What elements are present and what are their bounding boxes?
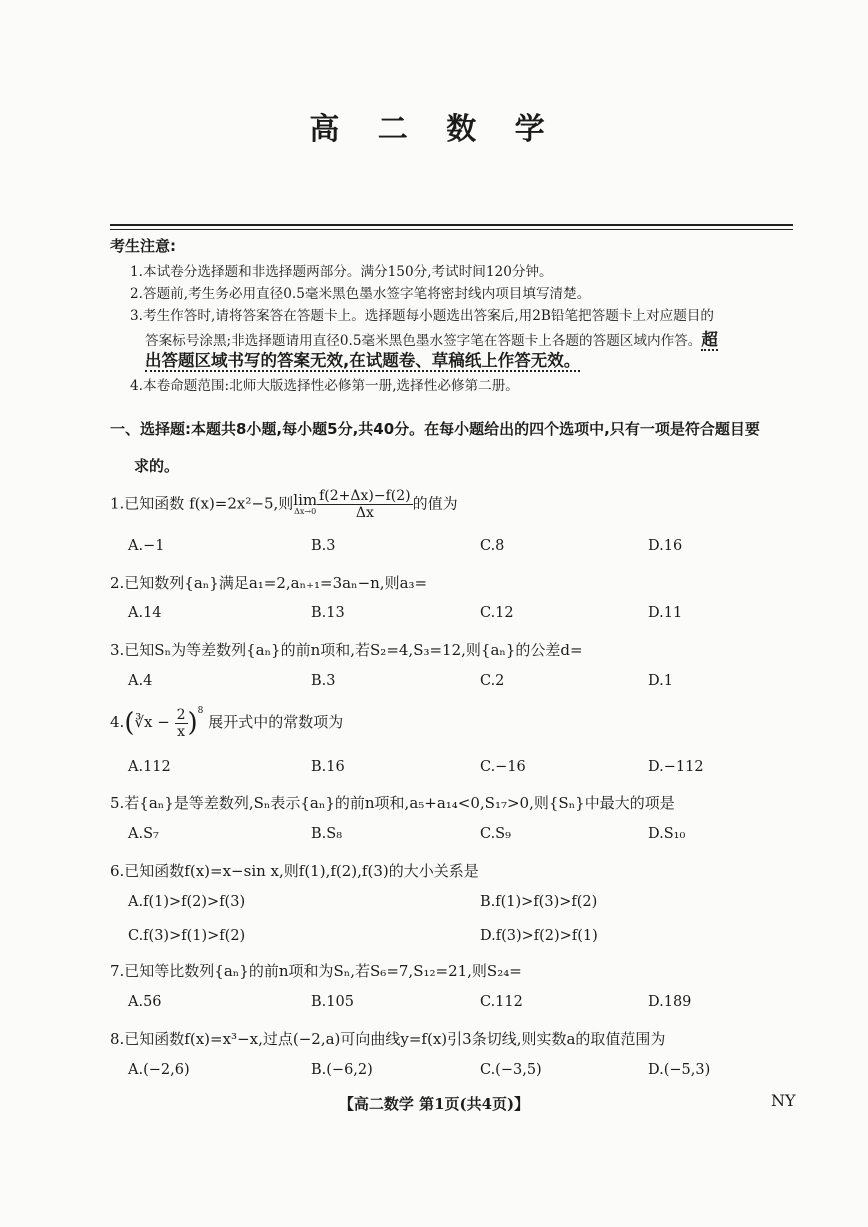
q7-option-a: A.56: [128, 994, 162, 1010]
notice-item-4: 4.本卷命题范围:北师大版选择性必修第一册,选择性必修第二册。: [130, 378, 519, 394]
q5-option-d: D.S₁₀: [648, 826, 686, 842]
q6-option-b: B.f(1)>f(3)>f(2): [480, 894, 598, 910]
q3-option-a: A.4: [128, 673, 153, 689]
q6-option-c: C.f(3)>f(1)>f(2): [128, 928, 246, 944]
header-rule-thick: [110, 224, 793, 226]
question-8: 8.已知函数f(x)=x³−x,过点(−2,a)可向曲线y=f(x)引3条切线,则实数a的取值范围为: [110, 1030, 666, 1048]
notice-emphasis: 出答题区域书写的答案无效,在试题卷、草稿纸上作答无效。: [145, 351, 581, 370]
q4-stem-end: 展开式中的常数项为: [208, 713, 344, 731]
section-heading: 一、选择题:本题共8小题,每小题5分,共40分。在每小题给出的四个选项中,只有一项是符合题目要: [110, 420, 760, 438]
q4-option-c: C.−16: [480, 759, 526, 775]
q7-option-c: C.112: [480, 994, 523, 1010]
q1-fraction: $\frac{f(2+\Delta x)-f(2)}{\Delta x}$: [319, 488, 411, 521]
q5-option-c: C.S₉: [480, 826, 511, 842]
question-4: 4.(∛x − $\frac{2}{x}$ )$^8$ 展开式中的常数项为: [110, 706, 344, 740]
q4-fraction: $\frac{2}{x}$: [176, 706, 186, 740]
notice-item-1: 1.本试卷分选择题和非选择题两部分。满分150分,考试时间120分钟。: [130, 264, 553, 280]
notice-item-3: 3.考生作答时,请将答案答在答题卡上。选择题每小题选出答案后,用2B铅笔把答题卡上对应题目的: [130, 308, 714, 324]
q5-option-a: A.S₇: [128, 826, 159, 842]
question-5: 5.若{aₙ}是等差数列,Sₙ表示{aₙ}的前n项和,a₅+a₁₄<0,S₁₇>0,则{Sₙ}中最大的项是: [110, 794, 675, 812]
q5-option-b: B.S₈: [311, 826, 343, 842]
q1-option-a: A.−1: [128, 538, 165, 554]
notice-item-3-text: 答案标号涂黑;非选择题请用直径0.5毫米黑色墨水签字笔在答题卡上各题的答题区域内作答。: [145, 333, 702, 349]
q8-option-b: B.(−6,2): [311, 1062, 373, 1078]
notice-emphasis-start: 超: [701, 330, 718, 349]
q2-option-a: A.14: [128, 605, 162, 621]
q2-option-d: D.11: [648, 605, 683, 621]
question-7: 7.已知等比数列{aₙ}的前n项和为Sₙ,若S₆=7,S₁₂=21,则S₂₄=: [110, 962, 522, 980]
q4-expr: ∛x −: [134, 713, 175, 731]
q8-option-d: D.(−5,3): [648, 1062, 711, 1078]
q1-option-d: D.16: [648, 538, 683, 554]
q4-option-a: A.112: [128, 759, 171, 775]
notice-item-2: 2.答题前,考生务必用直径0.5毫米黑色墨水签字笔将密封线内项目填写清楚。: [130, 286, 591, 302]
q8-option-c: C.(−3,5): [480, 1062, 542, 1078]
q3-option-c: C.2: [480, 673, 505, 689]
question-1: [110, 488, 458, 521]
q7-option-b: B.105: [311, 994, 354, 1010]
q2-option-c: C.12: [480, 605, 514, 621]
page-footer: 【高二数学 第1页(共4页)】: [338, 1095, 530, 1113]
q4-option-b: B.16: [311, 759, 345, 775]
notice-heading: 考生注意:: [110, 237, 176, 255]
q1-option-b: B.3: [311, 538, 336, 554]
q6-option-a: A.f(1)>f(2)>f(3): [128, 894, 246, 910]
q7-option-d: D.189: [648, 994, 692, 1010]
q1-limit: lim Δx→0: [293, 491, 318, 516]
q3-option-d: D.1: [648, 673, 673, 689]
q6-option-d: D.f(3)>f(2)>f(1): [480, 928, 598, 944]
section-heading-cont: 求的。: [134, 457, 180, 475]
q1-stem-end: 的值为: [412, 494, 458, 513]
q4-power: 8: [197, 706, 204, 716]
header-rule-thin: [110, 229, 793, 230]
page-title: 高 二 数 学: [309, 112, 559, 147]
q1-func: f(x)=2x²−5,则: [189, 494, 294, 513]
question-3: 3.已知Sₙ为等差数列{aₙ}的前n项和,若S₂=4,S₃=12,则{aₙ}的公差d=: [110, 641, 583, 659]
q2-option-b: B.13: [311, 605, 345, 621]
q1-stem: 1.已知函数: [110, 494, 185, 513]
q1-option-c: C.8: [480, 538, 505, 554]
q3-option-b: B.3: [311, 673, 336, 689]
question-6: 6.已知函数f(x)=x−sin x,则f(1),f(2),f(3)的大小关系是: [110, 862, 479, 880]
q8-option-a: A.(−2,6): [128, 1062, 190, 1078]
question-2: 2.已知数列{aₙ}满足a₁=2,aₙ₊₁=3aₙ−n,则a₃=: [110, 574, 428, 592]
q4-option-d: D.−112: [648, 759, 704, 775]
paper-code: NY: [771, 1091, 796, 1110]
